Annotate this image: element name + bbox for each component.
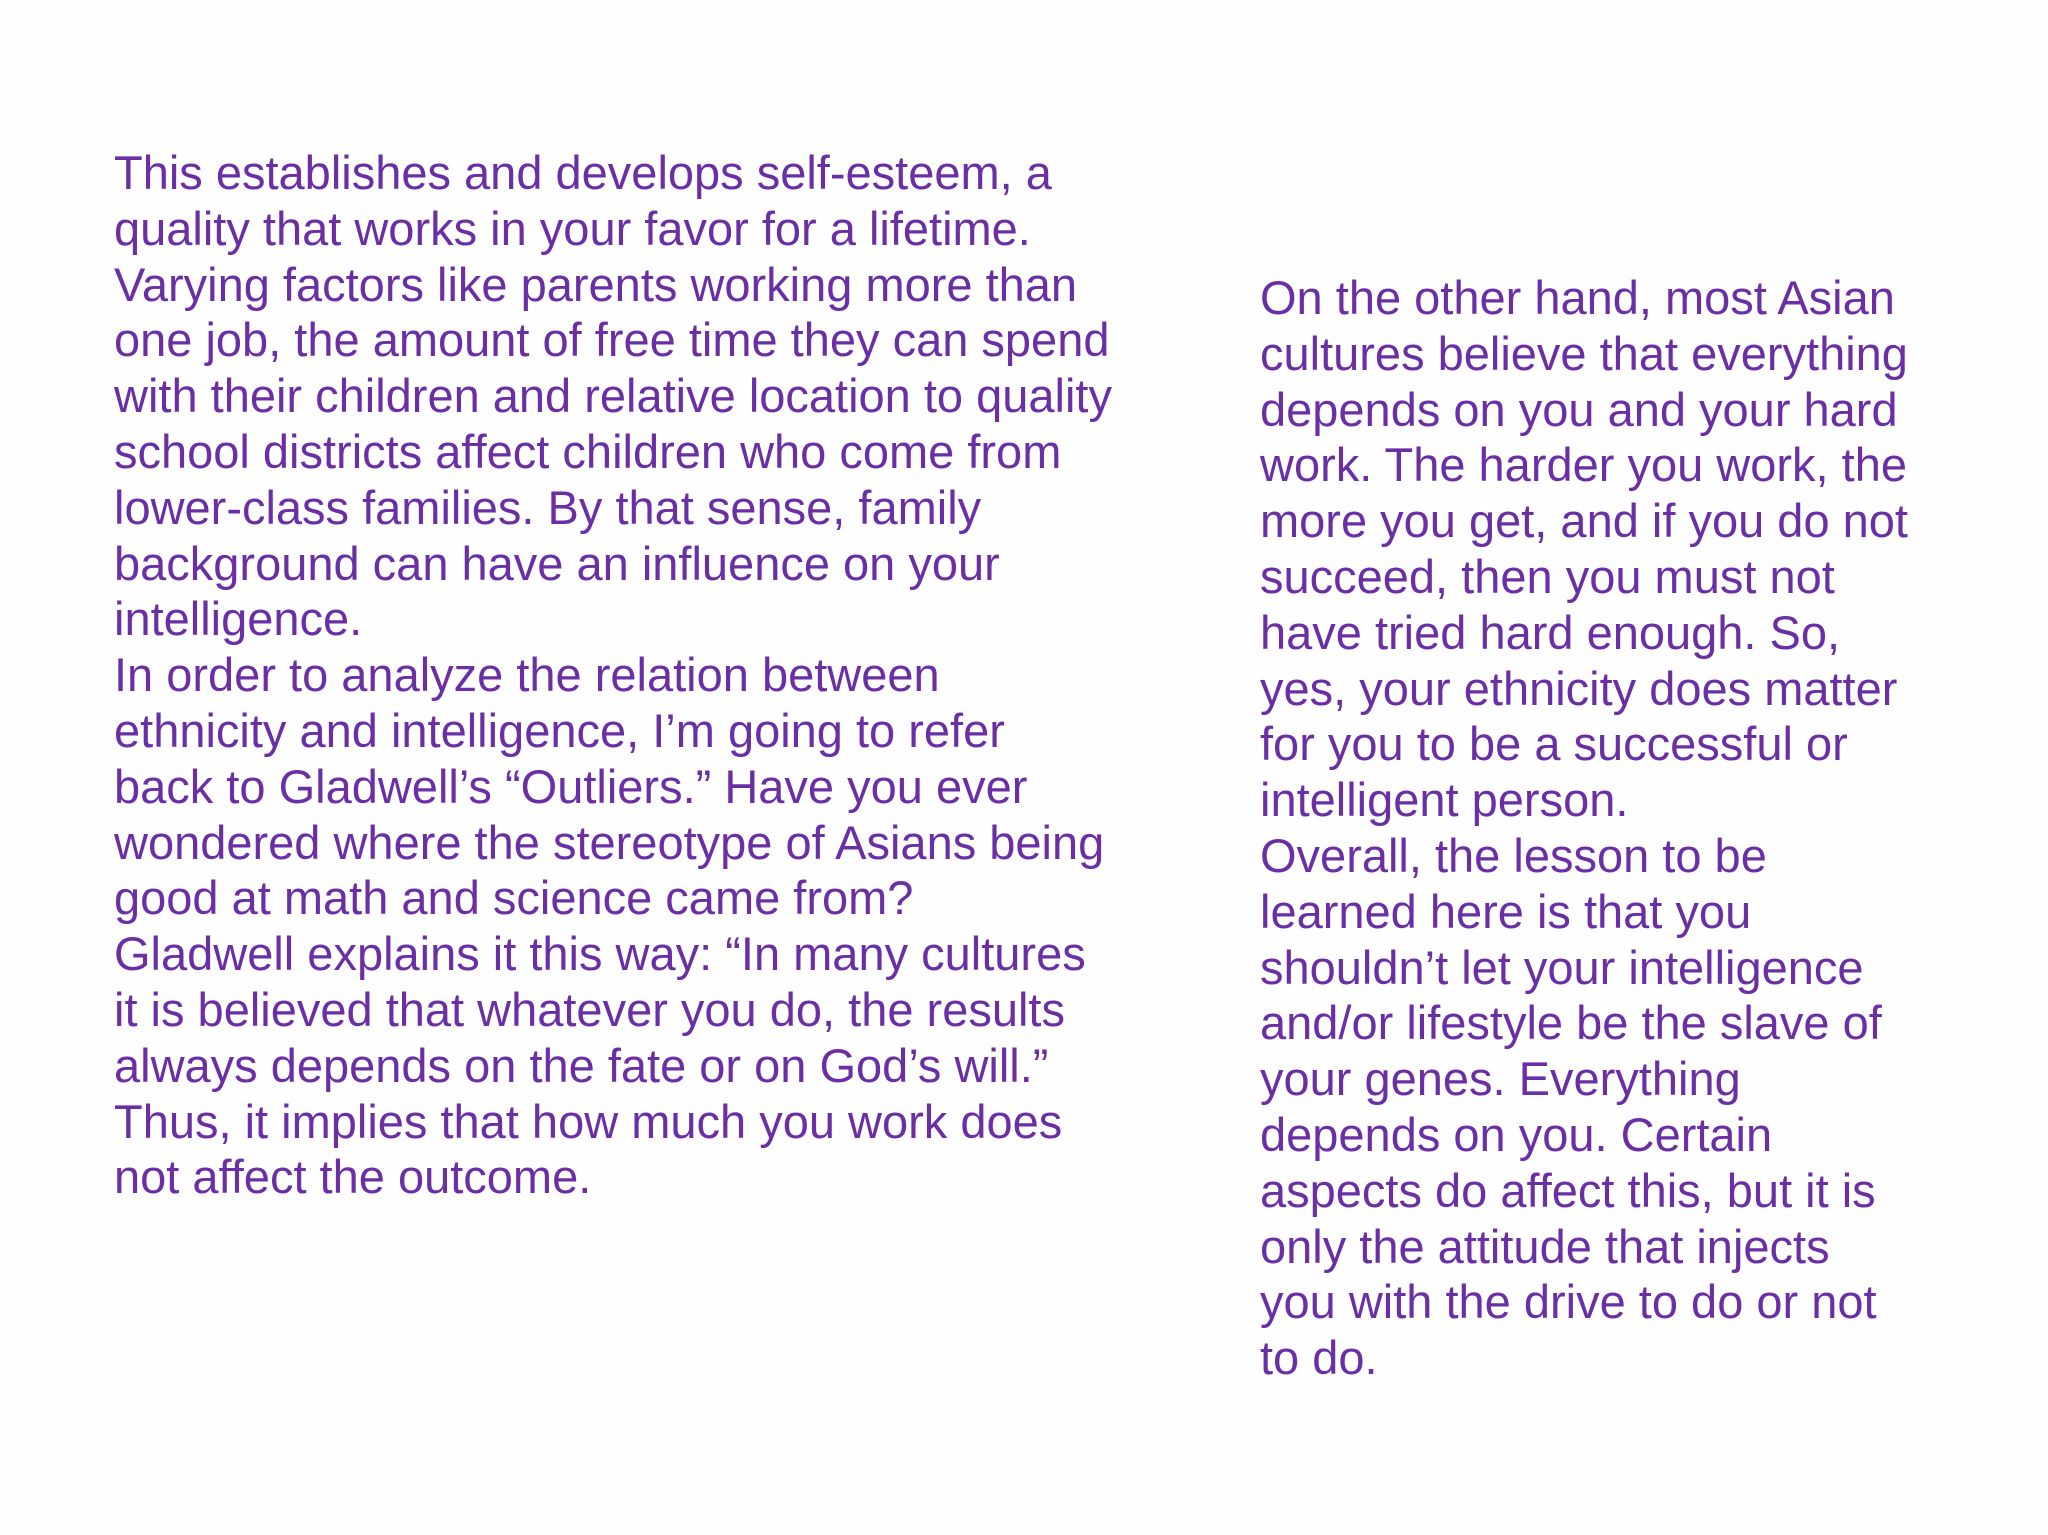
text-line: good at math and science came from? <box>114 871 914 925</box>
text-line: yes, your ethnicity does matter <box>1260 661 1898 715</box>
text-line: back to Gladwell’s “Outliers.” Have you ever <box>114 759 1028 813</box>
text-line: depends on you. Certain <box>1260 1107 1773 1161</box>
text-line: more you get, and if you do not <box>1260 494 1908 548</box>
text-line: Gladwell explains it this way: “In many cultures <box>114 927 1086 981</box>
text-line: aspects do affect this, but it is <box>1260 1163 1876 1217</box>
right-text-column <box>1260 270 2020 1386</box>
text-line: with their children and relative location to quality <box>114 369 1112 423</box>
text-line: lower-class families. By that sense, family <box>114 480 982 534</box>
text-line: have tried hard enough. So, <box>1260 605 1841 659</box>
text-line: cultures believe that everything <box>1260 326 1908 380</box>
text-line: quality that works in your favor for a lifetime. <box>114 201 1031 255</box>
text-line: depends on you and your hard <box>1260 382 1898 436</box>
text-line: intelligent person. <box>1260 773 1629 827</box>
text-line: wondered where the stereotype of Asians being <box>114 815 1105 869</box>
text-line: shouldn’t let your intelligence <box>1260 940 1864 994</box>
text-line: your genes. Everything <box>1260 1052 1741 1106</box>
text-line: not affect the outcome. <box>114 1150 592 1204</box>
left-text-column <box>114 145 1114 1205</box>
text-line: Thus, it implies that how much you work does <box>114 1094 1063 1148</box>
text-line: Varying factors like parents working more than <box>114 257 1078 311</box>
text-line: school districts affect children who come from <box>114 424 1062 478</box>
text-line: ethnicity and intelligence, I’m going to refer <box>114 703 1005 757</box>
text-line: In order to analyze the relation between <box>114 648 940 702</box>
text-line: to do. <box>1260 1331 1378 1385</box>
text-line: and/or lifestyle be the slave of <box>1260 996 1882 1050</box>
text-line: intelligence. <box>114 592 363 646</box>
text-line: succeed, then you must not <box>1260 549 1835 603</box>
text-line: On the other hand, most Asian <box>1260 271 1895 324</box>
text-line: for you to be a successful or <box>1260 717 1848 771</box>
text-line: Overall, the lesson to be <box>1260 828 1767 882</box>
text-line: learned here is that you <box>1260 884 1752 938</box>
text-line: one job, the amount of free time they can spend <box>114 313 1110 367</box>
text-line: work. The harder you work, the <box>1260 438 1907 492</box>
text-line: always depends on the fate or on God’s will.” <box>114 1038 1049 1092</box>
text-line: only the attitude that injects <box>1260 1219 1830 1273</box>
text-line: it is believed that whatever you do, the results <box>114 982 1065 1036</box>
text-line: This establishes and develops self-esteem, a <box>114 146 1052 199</box>
text-line: background can have an influence on your <box>114 536 1000 590</box>
text-line: you with the drive to do or not <box>1260 1275 1877 1329</box>
